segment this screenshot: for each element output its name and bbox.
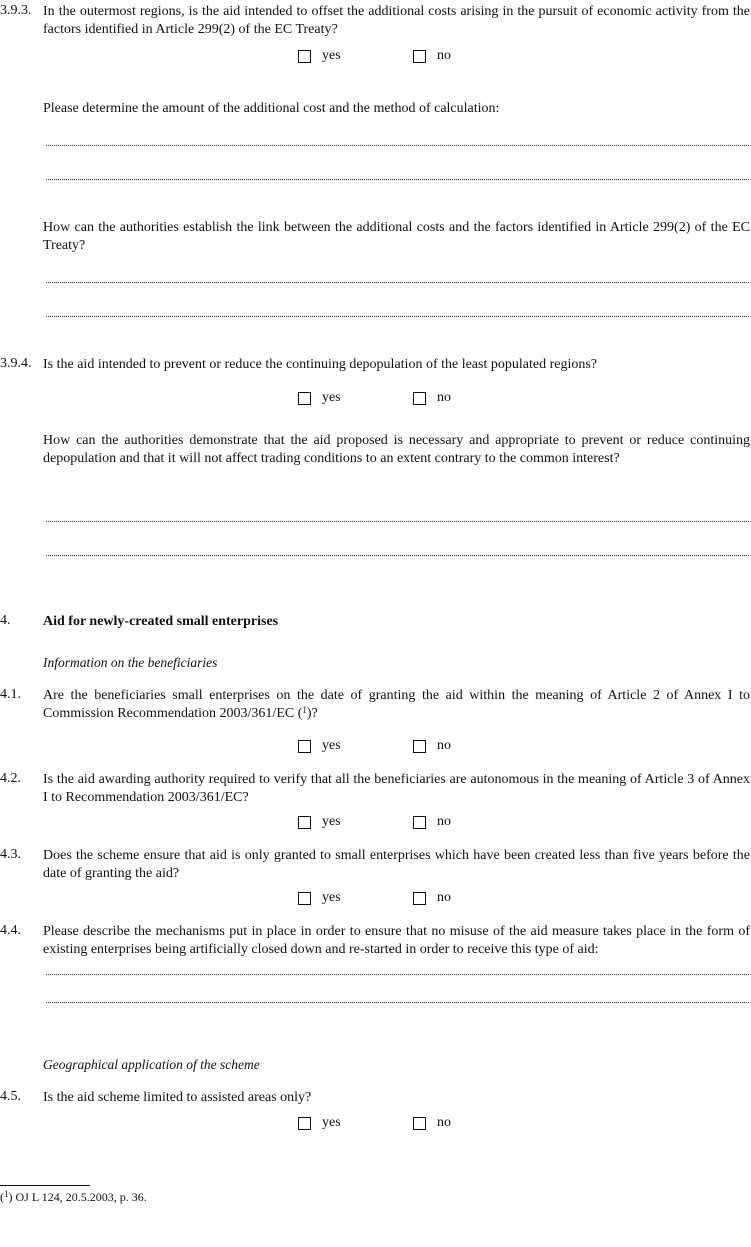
no-label: no bbox=[437, 738, 451, 753]
no-label: no bbox=[437, 1115, 451, 1130]
q43-question: Does the scheme ensure that aid is only granted to small enterprises which have been created less than five years before the date of granting the aid? bbox=[43, 848, 750, 881]
q44-number: 4.4. bbox=[0, 923, 21, 938]
yes-label: yes bbox=[322, 814, 341, 829]
footnote-marker: 1 bbox=[4, 1189, 9, 1199]
q394-prompt: How can the authorities demonstrate that the aid proposed is necessary and appropriate to prevent or reduce continuing depopulation and that it will not affect trading conditions to an extent contrary to the common interest? bbox=[43, 433, 750, 466]
q394-question: Is the aid intended to prevent or reduce the continuing depopulation of the least populated regions? bbox=[43, 357, 597, 372]
yes-label: yes bbox=[322, 890, 341, 905]
q42-yes-checkbox[interactable] bbox=[298, 816, 311, 829]
q393-yes-checkbox[interactable] bbox=[298, 50, 311, 63]
yes-label: yes bbox=[322, 1115, 341, 1130]
q394-answer-line-2[interactable] bbox=[46, 555, 749, 556]
q45-yes-checkbox[interactable] bbox=[298, 1117, 311, 1130]
q394-no-checkbox[interactable] bbox=[413, 392, 426, 405]
q45-number: 4.5. bbox=[0, 1089, 21, 1104]
q393-prompt-amount: Please determine the amount of the additional cost and the method of calculation: bbox=[43, 101, 500, 116]
footnote-rule bbox=[0, 1185, 90, 1186]
q393-answer-line-4[interactable] bbox=[46, 316, 749, 317]
q45-question: Is the aid scheme limited to assisted areas only? bbox=[43, 1090, 312, 1105]
q41-question bbox=[43, 687, 750, 723]
no-label: no bbox=[437, 390, 451, 405]
no-label: no bbox=[437, 890, 451, 905]
q393-question: In the outermost regions, is the aid intended to offset the additional costs arising in the pursuit of economic activity from the factors identified in Article 299(2) of the EC Treaty? bbox=[43, 4, 750, 37]
yes-label: yes bbox=[322, 738, 341, 753]
q44-question: Please describe the mechanisms put in place in order to ensure that no misuse of the aid measure takes place in the form of existing enterprises being artificially closed down and re-started in order to receive this type of aid: bbox=[43, 924, 750, 957]
q41-text: Are the beneficiaries small enterprises on the date of granting the aid within the meaning of Article 2 of Annex I to Commission Recommendation 2003/361/EC ( bbox=[43, 688, 750, 721]
q41-number: 4.1. bbox=[0, 687, 21, 702]
q42-no-checkbox[interactable] bbox=[413, 816, 426, 829]
q393-number: 3.9.3. bbox=[0, 3, 32, 18]
q41-footnote-ref[interactable]: 1 bbox=[302, 705, 307, 715]
q43-no-checkbox[interactable] bbox=[413, 892, 426, 905]
q393-answer-line-3[interactable] bbox=[46, 282, 749, 283]
q44-answer-line-2[interactable] bbox=[46, 1002, 749, 1003]
q43-yes-checkbox[interactable] bbox=[298, 892, 311, 905]
q393-answer-line-1[interactable] bbox=[46, 145, 749, 146]
yes-label: yes bbox=[322, 48, 341, 63]
footnote bbox=[0, 1190, 147, 1205]
q45-no-checkbox[interactable] bbox=[413, 1117, 426, 1130]
q41-tail: )? bbox=[306, 706, 318, 721]
q44-answer-line-1[interactable] bbox=[46, 974, 749, 975]
q394-answer-line-1[interactable] bbox=[46, 521, 749, 522]
q393-no-checkbox[interactable] bbox=[413, 50, 426, 63]
footnote-text: ) OJ L 124, 20.5.2003, p. 36. bbox=[8, 1190, 147, 1204]
q394-yes-checkbox[interactable] bbox=[298, 392, 311, 405]
q393-prompt-link: How can the authorities establish the link between the additional costs and the factors identified in Article 299(2) of the EC Treaty? bbox=[43, 220, 750, 253]
yes-label: yes bbox=[322, 390, 341, 405]
q42-number: 4.2. bbox=[0, 771, 21, 786]
q41-no-checkbox[interactable] bbox=[413, 740, 426, 753]
q393-answer-line-2[interactable] bbox=[46, 179, 749, 180]
q41-yes-checkbox[interactable] bbox=[298, 740, 311, 753]
q43-number: 4.3. bbox=[0, 847, 21, 862]
section4-title: Aid for newly-created small enterprises bbox=[43, 614, 279, 629]
beneficiaries-subheading: Information on the beneficiaries bbox=[43, 655, 218, 670]
footnote-open: ( bbox=[0, 1190, 4, 1204]
geographical-subheading: Geographical application of the scheme bbox=[43, 1057, 260, 1072]
q42-question: Is the aid awarding authority required to verify that all the beneficiaries are autonomous in the meaning of Article 3 of Annex I to Recommendation 2003/361/EC? bbox=[43, 772, 750, 805]
q394-number: 3.9.4. bbox=[0, 356, 32, 371]
no-label: no bbox=[437, 814, 451, 829]
no-label: no bbox=[437, 48, 451, 63]
section4-number: 4. bbox=[0, 613, 11, 628]
